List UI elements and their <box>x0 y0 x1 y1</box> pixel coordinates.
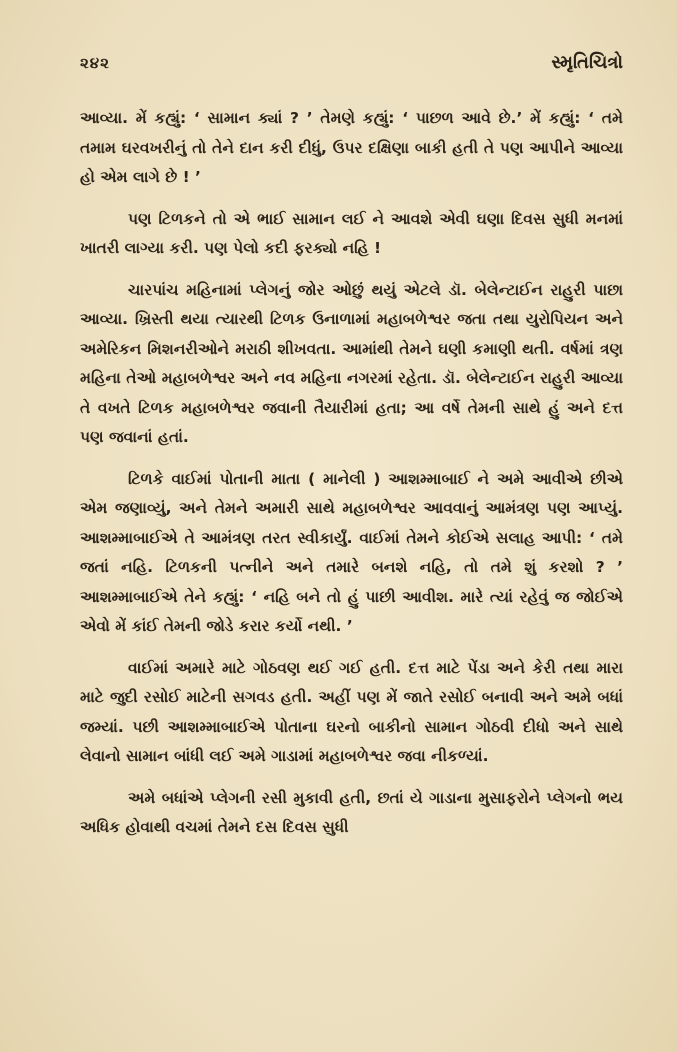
page-body <box>80 104 623 843</box>
paragraph: ચારપાંચ મહિનામાં પ્લેગનું જોર ઓછું થયું એટલે ડૉ. બેલેન્ટાઈન રાહુરી પાછા આવ્યા. ખ્રિસ્તી થયા ત્યારથી ટિળક ઉનાળામાં મહાબળેશ્વર જતા તથા યુરોપિયન અને અમેરિકન મિશનરીઓને મરાઠી શીખવતા. આમાંથી તેમને ઘણી કમાણી થતી. વર્ષમાં ત્રણ મહિના તેઓ મહાબળેશ્વર અને નવ મહિના નગરમાં રહેતા. ડૉ. બેલેન્ટાઈન રાહુરી આવ્યા તે વખતે ટિળક મહાબળેશ્વર જવાની તૈયારીમાં હતા; આ વર્ષે તેમની સાથે હું અને દત્ત પણ જવાનાં હતાં. <box>80 280 623 446</box>
paragraph: અમે બધાંએ પ્લેગની રસી મુકાવી હતી, છતાં યે ગાડાના મુસાફરોને પ્લેગનો ભય અધિક હોવાથી વચમાં તેમને દસ દિવસ સુધી <box>80 788 623 836</box>
page-number: ૨૪૨ <box>80 54 110 72</box>
page-header <box>80 52 623 96</box>
paragraph: આવ્યા. મેં કહ્યું: ‘ સામાન ક્યાં ? ’ તેમણે કહ્યું: ‘ પાછળ આવે છે.’ મેં કહ્યું: ‘ તમે તમામ ઘરવખરીનું તો તેને દાન કરી દીધું, ઉપર દક્ષિણા બાકી હતી તે પણ આપીને આવ્યા હો એમ લાગે છે ! ’ <box>80 109 623 186</box>
paragraph: પણ ટિળકને તો એ ભાઈ સામાન લઈ ને આવશે એવી ઘણા દિવસ સુધી મનમાં ખાતરી લાગ્યા કરી. પણ પેલો કદી ફરક્યો નહિ ! <box>80 209 623 257</box>
running-head: સ્મૃતિચિત્રો <box>551 52 623 73</box>
paragraph: વાઈમાં અમારે માટે ગોઠવણ થઈ ગઈ હતી. દત્ત માટે પેંડા અને કેરી તથા મારા માટે જુદી રસોઈ માટેની સગવડ હતી. અહીં પણ મેં જાતે રસોઈ બનાવી અને અમે બધાં જમ્યાં. પછી આશમ્માબાઈએ પોતાના ઘરનો બાકીનો સામાન ગોઠવી દીધો અને સાથે લેવાનો સામાન બાંધી લઈ અમે ગાડામાં મહાબળેશ્વર જવા નીકળ્યાં. <box>80 658 623 765</box>
paragraph: ટિળકે વાઈમાં પોતાની માતા ( માનેલી ) આશમ્માબાઈ ને અમે આવીએ છીએ એમ જણાવ્યું, અને તેમને અમારી સાથે મહાબળેશ્વર આવવાનું આમંત્રણ પણ આપ્યું. આશમ્માબાઈએ તે આમંત્રણ તરત સ્વીકાર્યું. વાઈમાં તેમને કોઈએ સલાહ આપી: ‘ તમે જતાં નહિ. ટિળકની પત્નીને અને તમારે બનશે નહિ, તો તમે શું કરશો ? ’ આશમ્માબાઈએ તેને કહ્યું: ‘ નહિ બને તો હું પાછી આવીશ. મારે ત્યાં રહેવું જ જોઈએ એવો મેં કાંઈ તેમની જોડે કરાર કર્યો નથી. ’ <box>80 469 623 635</box>
